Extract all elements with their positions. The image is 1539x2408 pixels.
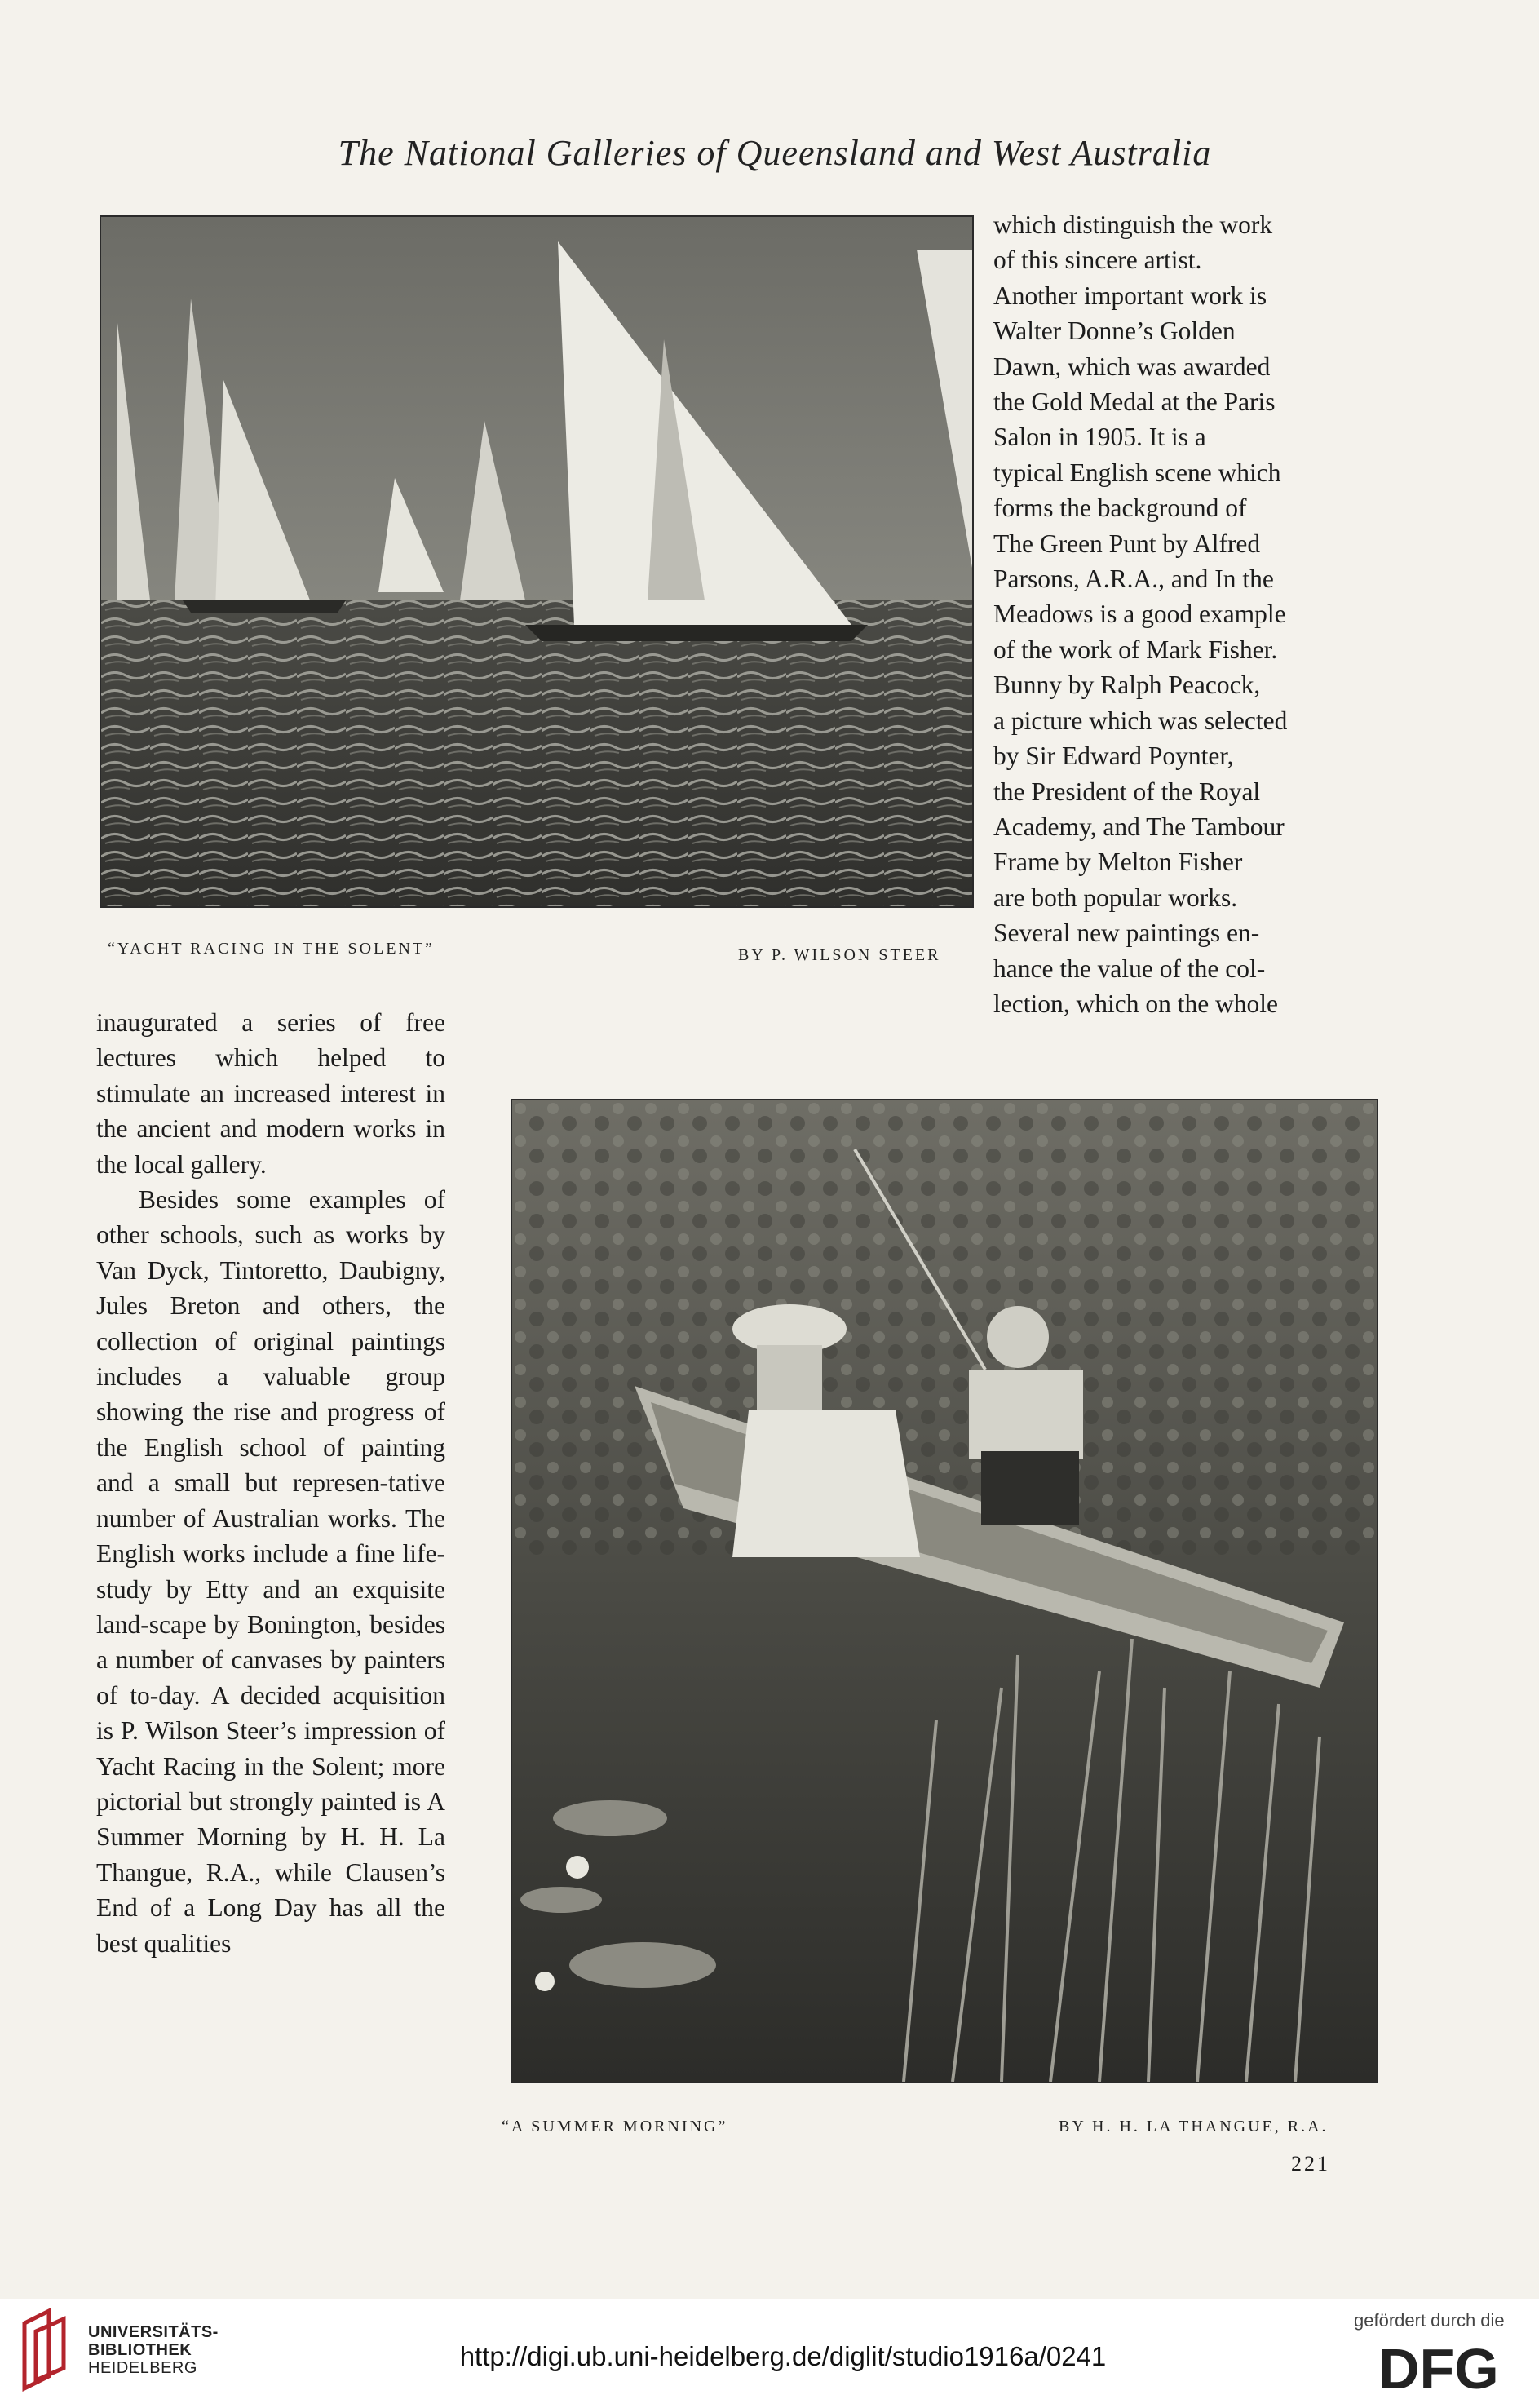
text-line: Walter Donne’s Golden bbox=[993, 316, 1236, 346]
text-line: typical English scene which bbox=[993, 458, 1281, 487]
plate-1-caption-artist: BY P. WILSON STEER bbox=[738, 946, 941, 964]
text-line: by Sir Edward Poynter, bbox=[993, 741, 1234, 771]
text-line: the President of the Royal bbox=[993, 777, 1261, 806]
text-line: the Gold Medal at the Paris bbox=[993, 387, 1276, 417]
paragraph: inaugurated a series of free lectures which helped to stimulate an increased interest in the ancient and modern works in the local gallery. bbox=[96, 1008, 445, 1179]
plate-2-caption-title: “A SUMMER MORNING” bbox=[502, 2118, 728, 2136]
text-line: Academy, and The Tambour bbox=[993, 812, 1285, 841]
plate-summer-morning bbox=[511, 1099, 1378, 2083]
text-line: Frame by Melton Fisher bbox=[993, 848, 1243, 877]
right-column-text bbox=[993, 207, 1385, 1021]
text-line: Salon in 1905. It is a bbox=[993, 423, 1206, 452]
dfg-logo-text: DFG bbox=[1378, 2339, 1499, 2393]
text-line: Dawn, which was awarded bbox=[993, 352, 1271, 381]
paragraph: Besides some examples of other schools, such as works by Van Dyck, Tintoretto, Daubigny, Jules Breton and others, the collection of original paintings includes a valuable group showing the rise and progress of the English school of painting and a small but represen-tative number of Australian works. The English works include a fine life-study by Etty and an exquisite land-scape by Bonington, besides a number of canvases by painters of to-day. A decided acquisition is P. Wilson Steer’s impression of Yacht Racing in the Solent; more pictorial but strongly painted is A Summer Morning by H. H. La Thangue, R.A., while Clausen’s End of a Long Day has all the best qualities bbox=[96, 1185, 445, 1958]
plate-1-caption-title: “YACHT RACING IN THE SOLENT” bbox=[108, 940, 436, 958]
text-line: Several new paintings en- bbox=[993, 918, 1260, 948]
university-library-name bbox=[88, 2323, 219, 2377]
summer-morning-painting-image bbox=[512, 1100, 1377, 2082]
source-url-link[interactable]: http://digi.ub.uni-heidelberg.de/diglit/studio1916a/0241 bbox=[459, 2341, 1107, 2371]
text-line: Meadows is a good example bbox=[993, 600, 1286, 629]
page-number: 221 bbox=[1291, 2152, 1330, 2176]
text-line: Bunny by Ralph Peacock, bbox=[993, 671, 1261, 700]
text-line: are both popular works. bbox=[993, 883, 1238, 912]
text-line: lection, which on the whole bbox=[993, 989, 1279, 1018]
text-line: of the work of Mark Fisher. bbox=[993, 635, 1278, 664]
text-line: forms the background of bbox=[993, 494, 1247, 523]
left-column-text bbox=[96, 1005, 445, 1961]
plate-yacht-racing bbox=[100, 215, 974, 908]
dfg-logo-icon bbox=[1378, 2339, 1517, 2393]
funded-by-label: gefördert durch die bbox=[1354, 2310, 1505, 2331]
text-line: hance the value of the col- bbox=[993, 954, 1266, 983]
text-line: which distinguish the work bbox=[993, 210, 1273, 239]
text-line: The Green Punt by Alfred bbox=[993, 529, 1261, 558]
text-line: Parsons, A.R.A., and In the bbox=[993, 564, 1274, 594]
running-head: The National Galleries of Queensland and West Australia bbox=[338, 133, 1212, 173]
university-library-logo-icon bbox=[16, 2307, 80, 2397]
text-line: Another important work is bbox=[993, 281, 1267, 310]
library-line: BIBLIOTHEK bbox=[88, 2341, 192, 2359]
library-line: HEIDELBERG bbox=[88, 2359, 197, 2377]
text-line: of this sincere artist. bbox=[993, 246, 1202, 275]
text-line: a picture which was selected bbox=[993, 706, 1288, 735]
yacht-painting-image bbox=[101, 217, 972, 906]
library-line: UNIVERSITÄTS- bbox=[88, 2323, 219, 2341]
plate-2-caption-artist: BY H. H. LA THANGUE, R.A. bbox=[1059, 2118, 1329, 2136]
